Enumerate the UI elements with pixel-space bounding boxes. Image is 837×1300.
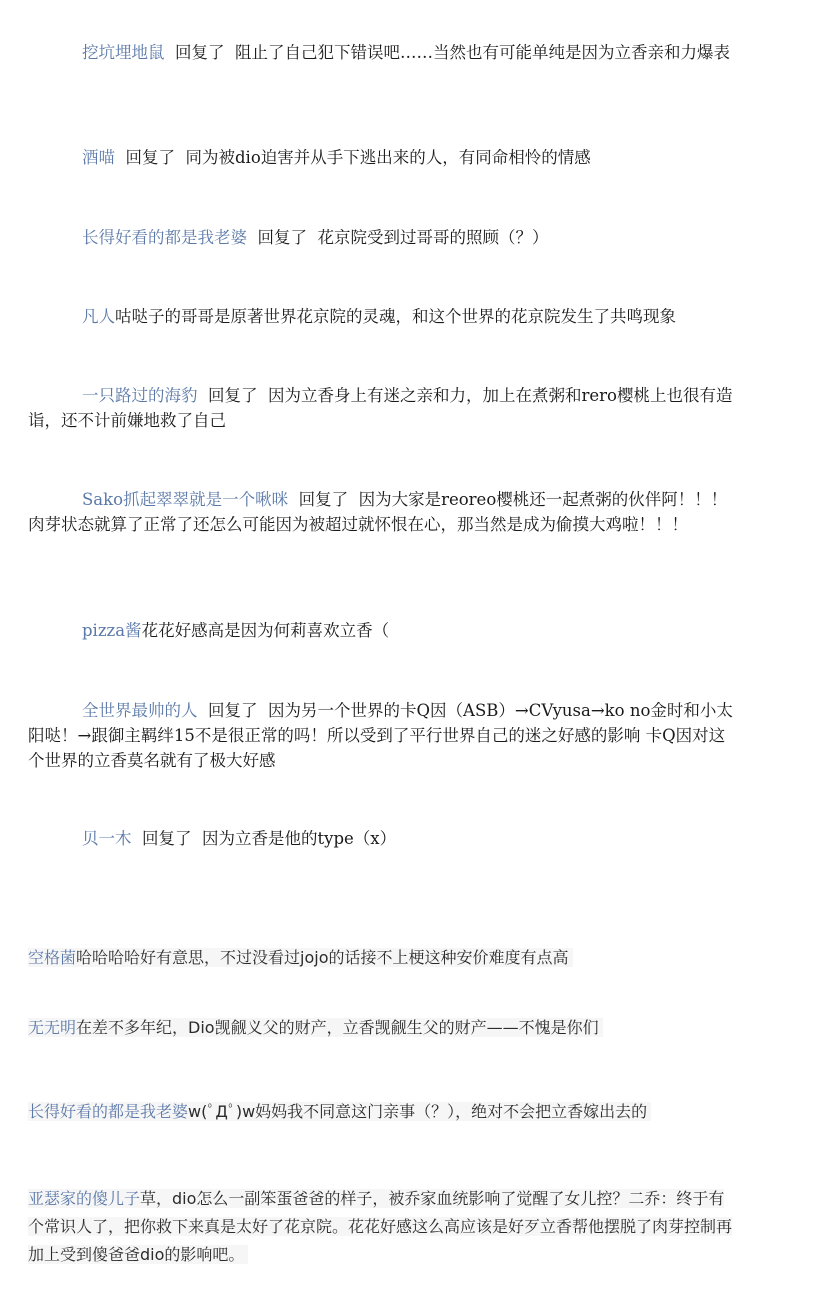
- reply-item: [28, 225, 733, 250]
- comment-username[interactable]: 长得好看的都是我老婆: [28, 1102, 189, 1121]
- reply-item: [28, 304, 733, 329]
- reply-item: [28, 145, 733, 170]
- reply-item: [28, 618, 733, 643]
- reply-username[interactable]: 凡人: [82, 307, 115, 326]
- reply-verb: 回复了: [298, 490, 349, 509]
- reply-text: 咕哒子的哥哥是原著世界花京院的灵魂，和这个世界的花京院发生了共鸣现象: [115, 307, 676, 326]
- comment-item: [28, 1014, 733, 1042]
- reply-verb: 回复了: [175, 43, 225, 62]
- reply-username[interactable]: 酒喵: [82, 148, 115, 167]
- reply-verb: 回复了: [125, 148, 175, 167]
- reply-username[interactable]: 全世界最帅的人: [82, 701, 198, 720]
- comment-item: [28, 1098, 733, 1126]
- reply-text: 因为另一个世界的卡Q因（ASB）→CVyusa→ko no金时和小太阳哒！→跟御主羁绊15不是很正常的吗！所以受到了平行世界自己的迷之好感的影响 卡Q因对这个世界的立香莫名就有了极大好感: [28, 701, 733, 770]
- reply-username[interactable]: 贝一木: [82, 829, 132, 848]
- reply-item: [28, 698, 733, 773]
- comment-username[interactable]: 亚瑟家的傻儿子: [28, 1189, 141, 1208]
- reply-username[interactable]: Sako抓起翠翠就是一个啾咪: [82, 490, 289, 509]
- comment-text: w(ﾟДﾟ)w妈妈我不同意这门亲事（？），绝对不会把立香嫁出去的: [188, 1102, 648, 1121]
- reply-username[interactable]: 一只路过的海豹: [82, 386, 198, 405]
- reply-username[interactable]: 长得好看的都是我老婆: [82, 228, 247, 247]
- reply-item: [28, 487, 733, 537]
- reply-item: [28, 826, 733, 851]
- comment-text: 草，dio怎么一副笨蛋爸爸的样子，被乔家血统影响了觉醒了女儿控？二乔：终于有个常识人了，把你救下来真是太好了花京院。花花好感这么高应该是好歹立香帮他摆脱了肉芽控制再加上受到傻爸爸dio的影响吧。: [28, 1189, 733, 1264]
- reply-text: 花花好感高是因为何莉喜欢立香（: [141, 621, 390, 640]
- comment-item: [28, 944, 733, 972]
- reply-item: [28, 383, 733, 433]
- reply-text: 因为立香是他的type（x）: [202, 829, 397, 848]
- reply-verb: 回复了: [208, 701, 258, 720]
- comment-username[interactable]: 空格菌: [28, 948, 77, 967]
- comment-username[interactable]: 无无明: [28, 1018, 77, 1037]
- comment-text: 哈哈哈哈好有意思，不过没看过jojo的话接不上梗这种安价难度有点高: [76, 948, 569, 967]
- reply-username[interactable]: 挖坑埋地鼠: [82, 43, 165, 62]
- reply-verb: 回复了: [257, 228, 307, 247]
- reply-text: 花京院受到过哥哥的照顾（？）: [317, 228, 549, 247]
- reply-text: 阻止了自己犯下错误吧……当然也有可能单纯是因为立香亲和力爆表: [235, 43, 730, 62]
- reply-text: 因为大家是reoreo樱桃还一起煮粥的伙伴阿！！！肉芽状态就算了正常了还怎么可能因为被超过就怀恨在心，那当然是成为偷摸大鸡啦！！！: [28, 490, 728, 534]
- comment-text: 在差不多年纪，Dio觊觎义父的财产，立香觊觎生父的财产——不愧是你们: [76, 1018, 599, 1037]
- reply-verb: 回复了: [142, 829, 192, 848]
- reply-text: 同为被dio迫害并从手下逃出来的人，有同命相怜的情感: [185, 148, 591, 167]
- reply-username[interactable]: pizza酱: [82, 621, 142, 640]
- comment-item: [28, 1185, 733, 1269]
- reply-text: 因为立香身上有迷之亲和力，加上在煮粥和rero樱桃上也很有造诣，还不计前嫌地救了自己: [28, 386, 733, 430]
- reply-item: [28, 40, 733, 65]
- reply-verb: 回复了: [208, 386, 258, 405]
